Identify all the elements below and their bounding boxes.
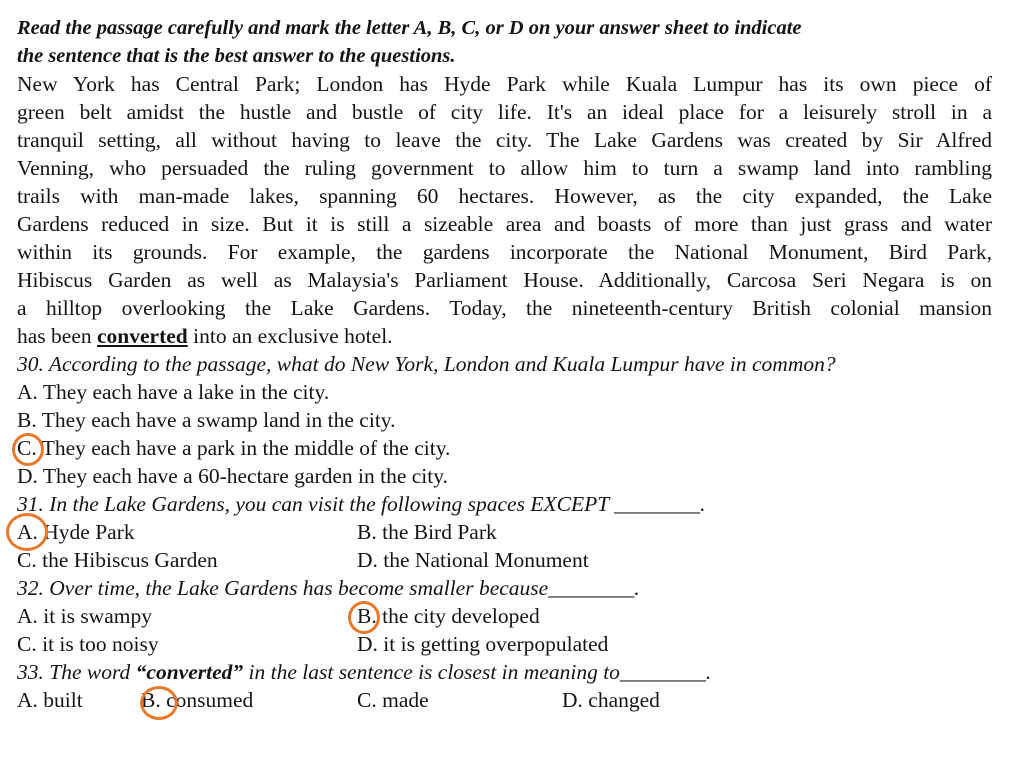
q31-option-c[interactable]: C. the Hibiscus Garden <box>17 548 218 572</box>
passage-line: trails with man-made lakes, spanning 60 hectares. However, as the city expanded, the Lake <box>17 184 992 208</box>
q33-option-b[interactable]: B. consumed <box>141 688 254 712</box>
q31-option-b[interactable]: B. the Bird Park <box>357 520 497 544</box>
question-30-stem: 30. According to the passage, what do New York, London and Kuala Lumpur have in common? <box>17 352 836 376</box>
passage-line: green belt amidst the hustle and bustle of city life. It's an ideal place for a leisurely stroll in a <box>17 100 992 124</box>
passage-line: Gardens reduced in size. But it is still a sizeable area and boasts of more than just grass and water <box>17 212 992 236</box>
q32-option-a[interactable]: A. it is swampy <box>17 604 152 628</box>
q33-stem-keyword: “converted” <box>135 660 244 684</box>
q33-option-c[interactable]: C. made <box>357 688 429 712</box>
q33-stem-text: in the last sentence is closest in meaning to________. <box>243 660 712 684</box>
instruction-line-2: the sentence that is the best answer to the questions. <box>17 45 456 67</box>
q30-option-d[interactable]: D. They each have a 60-hectare garden in the city. <box>17 464 448 488</box>
instruction-line-1: Read the passage carefully and mark the letter A, B, C, or D on your answer sheet to indicate <box>17 17 802 39</box>
question-31-stem: 31. In the Lake Gardens, you can visit the following spaces EXCEPT ________. <box>17 492 706 516</box>
passage-text: has been <box>17 324 97 348</box>
passage-line: tranquil setting, all without having to leave the city. The Lake Gardens was created by Sir Alfred <box>17 128 992 152</box>
question-32-stem: 32. Over time, the Lake Gardens has become smaller because________. <box>17 576 640 600</box>
passage-last-line <box>17 322 393 350</box>
passage-line: New York has Central Park; London has Hyde Park while Kuala Lumpur has its own piece of <box>17 72 992 96</box>
underlined-word-converted: converted <box>97 324 188 348</box>
q31-option-a[interactable]: A. Hyde Park <box>17 520 135 544</box>
passage-text: into an exclusive hotel. <box>187 324 393 348</box>
q33-option-d[interactable]: D. changed <box>562 688 660 712</box>
q30-option-c[interactable]: C. They each have a park in the middle of the city. <box>17 436 451 460</box>
q31-option-d[interactable]: D. the National Monument <box>357 548 589 572</box>
q33-option-a[interactable]: A. built <box>17 688 83 712</box>
passage-line: Hibiscus Garden as well as Malaysia's Parliament House. Additionally, Carcosa Seri Negara is on <box>17 268 992 292</box>
q32-option-b[interactable]: B. the city developed <box>357 604 540 628</box>
passage-line: Venning, who persuaded the ruling government to allow him to turn a swamp land into rambling <box>17 156 992 180</box>
q32-option-d[interactable]: D. it is getting overpopulated <box>357 632 609 656</box>
passage-line: within its grounds. For example, the gardens incorporate the National Monument, Bird Park, <box>17 240 992 264</box>
q33-stem-text: 33. The word <box>17 660 136 684</box>
passage-line: a hilltop overlooking the Lake Gardens. Today, the nineteenth-century British colonial mansion <box>17 296 992 320</box>
q30-option-a[interactable]: A. They each have a lake in the city. <box>17 380 330 404</box>
question-33-stem <box>17 658 711 686</box>
q30-option-b[interactable]: B. They each have a swamp land in the city. <box>17 408 396 432</box>
q32-option-c[interactable]: C. it is too noisy <box>17 632 159 656</box>
